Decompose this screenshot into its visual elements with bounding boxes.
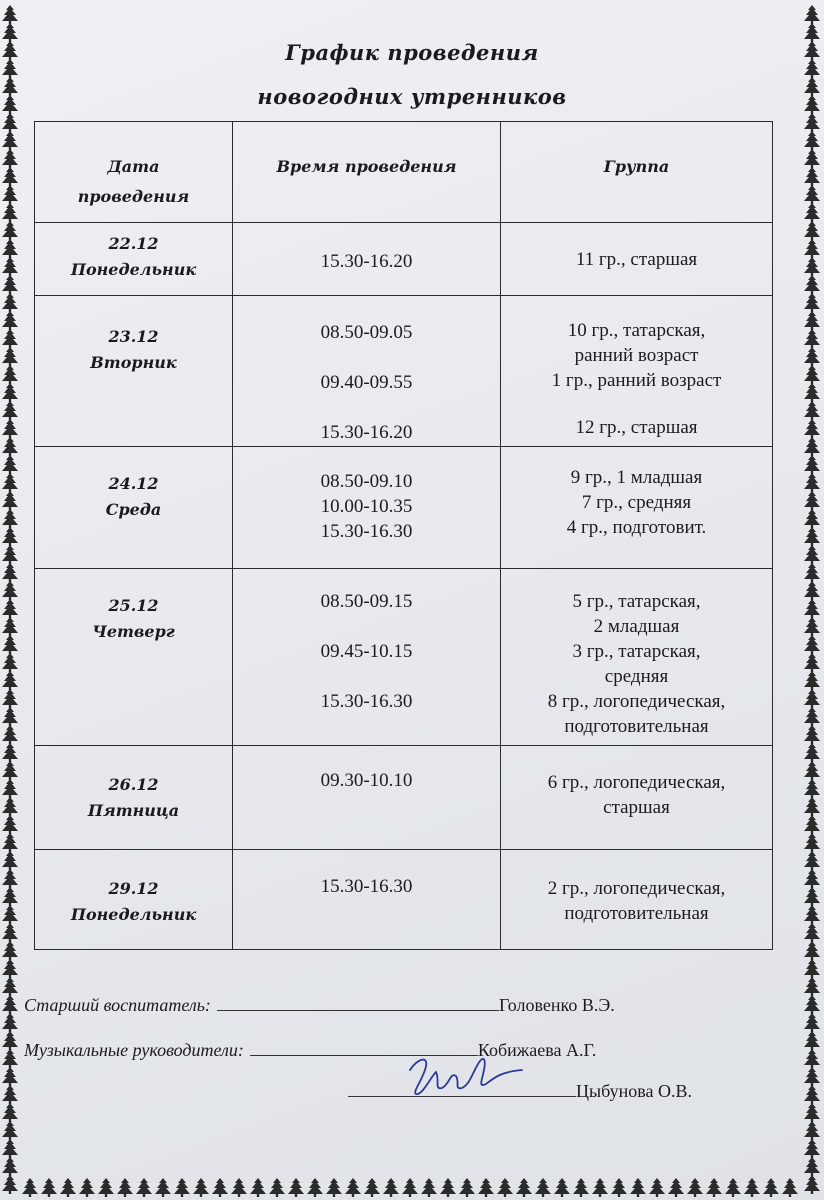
tree-ornament xyxy=(2,1139,18,1158)
document-title-line1: График проведения xyxy=(285,40,539,65)
time-slot: 15.30-16.30 xyxy=(320,876,413,897)
weekday: Среда xyxy=(105,500,162,519)
tree-ornament xyxy=(2,311,18,330)
time-slot: 15.30-16.20 xyxy=(320,251,413,272)
group-cell xyxy=(501,569,773,746)
tree-ornament xyxy=(421,1178,437,1197)
tree-ornament xyxy=(804,5,820,24)
tree-ornament xyxy=(2,1067,18,1086)
tree-ornament xyxy=(2,167,18,186)
tree-ornament xyxy=(804,563,820,582)
tree-ornament xyxy=(649,1178,665,1197)
tree-ornament xyxy=(2,455,18,474)
tree-ornament xyxy=(804,581,820,600)
tree-ornament xyxy=(269,1178,285,1197)
time-slot: 08.50-09.05 xyxy=(320,322,413,343)
tree-ornament xyxy=(2,185,18,204)
table-header-row xyxy=(35,122,773,223)
tree-ornament xyxy=(288,1178,304,1197)
tree-ornament xyxy=(2,833,18,852)
tree-ornament xyxy=(174,1178,190,1197)
tree-ornament xyxy=(2,671,18,690)
tree-ornament xyxy=(60,1178,76,1197)
group-name: старшая xyxy=(603,797,670,818)
group-name: 10 гр., татарская, xyxy=(567,320,706,341)
time-cell xyxy=(233,296,501,447)
tree-ornament xyxy=(804,1139,820,1158)
tree-ornament xyxy=(2,293,18,312)
date-value: 29.12 xyxy=(108,879,159,898)
senior-educator-line xyxy=(24,994,784,1016)
tree-ornament xyxy=(2,365,18,384)
group-cell xyxy=(501,296,773,447)
tree-ornament xyxy=(2,923,18,942)
group-name: 7 гр., средняя xyxy=(581,492,692,513)
group-cell xyxy=(501,223,773,296)
tree-ornament xyxy=(804,1013,820,1032)
tree-ornament xyxy=(2,869,18,888)
tree-ornament xyxy=(804,635,820,654)
tree-ornament xyxy=(804,149,820,168)
schedule-table xyxy=(34,121,773,950)
time-slot: 15.30-16.30 xyxy=(320,691,413,712)
tree-ornament xyxy=(804,725,820,744)
tree-ornament xyxy=(2,5,18,24)
tree-ornament xyxy=(611,1178,627,1197)
tree-ornament xyxy=(2,959,18,978)
group-name: 11 гр., старшая xyxy=(575,249,698,270)
header-group xyxy=(501,122,773,223)
tree-ornament xyxy=(2,743,18,762)
tree-ornament xyxy=(2,779,18,798)
document-title-line2: новогодних утренников xyxy=(257,84,567,109)
tree-ornament xyxy=(2,1121,18,1140)
tree-ornament xyxy=(804,455,820,474)
tree-ornament xyxy=(804,851,820,870)
tree-ornament xyxy=(804,419,820,438)
tree-ornament xyxy=(2,527,18,546)
tree-ornament xyxy=(2,1175,18,1194)
group-name: 1 гр., ранний возраст xyxy=(551,370,722,391)
group-cell xyxy=(501,746,773,850)
tree-ornament xyxy=(804,869,820,888)
time-slot: 09.40-09.55 xyxy=(320,372,413,393)
tree-ornament xyxy=(804,1067,820,1086)
header-date xyxy=(35,122,233,223)
tree-ornament xyxy=(804,1103,820,1122)
tree-ornament xyxy=(193,1178,209,1197)
group-name: 9 гр., 1 младшая xyxy=(570,467,703,488)
group-name: ранний возраст xyxy=(574,345,699,366)
tree-ornament xyxy=(2,887,18,906)
time-slot: 09.45-10.15 xyxy=(320,641,413,662)
tree-ornament xyxy=(2,1031,18,1050)
tree-ornament xyxy=(804,959,820,978)
tree-ornament xyxy=(804,1085,820,1104)
time-slot: 08.50-09.15 xyxy=(320,591,413,612)
tree-ornament xyxy=(2,1049,18,1068)
tree-ornament xyxy=(804,383,820,402)
tree-ornament xyxy=(804,275,820,294)
tree-ornament xyxy=(804,779,820,798)
tree-ornament xyxy=(804,995,820,1014)
tree-ornament xyxy=(535,1178,551,1197)
tree-ornament xyxy=(2,995,18,1014)
tree-ornament xyxy=(212,1178,228,1197)
tree-ornament xyxy=(804,491,820,510)
tree-ornament xyxy=(98,1178,114,1197)
tree-ornament xyxy=(2,851,18,870)
tree-ornament xyxy=(2,401,18,420)
time-slot: 15.30-16.20 xyxy=(320,422,413,443)
tree-ornament xyxy=(2,221,18,240)
time-slot: 15.30-16.30 xyxy=(320,521,413,542)
tree-ornament xyxy=(804,815,820,834)
tree-ornament xyxy=(804,221,820,240)
tree-ornament xyxy=(2,725,18,744)
weekday: Четверг xyxy=(92,622,175,641)
group-name: подготовительная xyxy=(564,716,709,737)
tree-ornament xyxy=(2,113,18,132)
tree-ornament xyxy=(2,815,18,834)
tree-ornament xyxy=(804,1031,820,1050)
time-cell xyxy=(233,850,501,950)
tree-ornament xyxy=(804,833,820,852)
group-name: 2 гр., логопедическая, xyxy=(547,878,726,899)
tree-ornament xyxy=(804,545,820,564)
tree-ornament xyxy=(804,401,820,420)
tree-ornament xyxy=(2,383,18,402)
group-name: 2 младшая xyxy=(593,616,680,637)
tree-ornament xyxy=(2,1103,18,1122)
tree-ornament xyxy=(804,257,820,276)
tree-ornament xyxy=(804,671,820,690)
time-slot: 09.30-10.10 xyxy=(320,770,413,791)
music-director-name-2: Цыбунова О.В. xyxy=(576,1081,692,1101)
music-directors-label: Музыкальные руководители: xyxy=(24,1040,244,1060)
tree-ornament xyxy=(2,581,18,600)
time-slot: 08.50-09.10 xyxy=(320,471,413,492)
tree-ornament xyxy=(2,797,18,816)
tree-ornament xyxy=(804,1175,820,1194)
tree-ornament xyxy=(326,1178,342,1197)
tree-ornament xyxy=(2,653,18,672)
senior-educator-name: Головенко В.Э. xyxy=(498,995,615,1015)
tree-ornament xyxy=(804,131,820,150)
date-value: 26.12 xyxy=(108,775,159,794)
tree-ornament xyxy=(2,761,18,780)
tree-ornament xyxy=(804,329,820,348)
tree-ornament xyxy=(804,473,820,492)
tree-ornament xyxy=(725,1178,741,1197)
header-date-label: Дата проведения xyxy=(77,157,190,206)
tree-ornament xyxy=(250,1178,266,1197)
date-value: 22.12 xyxy=(108,234,159,253)
time-slot: 10.00-10.35 xyxy=(320,496,413,517)
signature-blank xyxy=(217,994,499,1011)
date-value: 24.12 xyxy=(108,474,159,493)
tree-ornament xyxy=(804,113,820,132)
tree-ornament xyxy=(2,707,18,726)
tree-ornament xyxy=(2,257,18,276)
tree-ornament xyxy=(41,1178,57,1197)
tree-ornament xyxy=(231,1178,247,1197)
tree-ornament xyxy=(2,1157,18,1176)
weekday: Понедельник xyxy=(70,260,197,279)
group-cell xyxy=(501,850,773,950)
date-cell xyxy=(35,569,233,746)
tree-ornament xyxy=(79,1178,95,1197)
date-cell xyxy=(35,447,233,569)
tree-ornament xyxy=(2,635,18,654)
group-name: подготовительная xyxy=(564,903,709,924)
tree-ornament xyxy=(804,167,820,186)
tree-ornament xyxy=(804,1049,820,1068)
handwritten-signature xyxy=(400,1048,530,1104)
tree-ornament xyxy=(2,419,18,438)
tree-ornament xyxy=(804,905,820,924)
tree-ornament xyxy=(2,239,18,258)
tree-ornament xyxy=(2,545,18,564)
group-name: 6 гр., логопедическая, xyxy=(547,772,726,793)
group-cell xyxy=(501,447,773,569)
tree-ornament xyxy=(804,347,820,366)
tree-ornament xyxy=(383,1178,399,1197)
table-row xyxy=(35,223,773,296)
tree-ornament xyxy=(2,473,18,492)
tree-ornament xyxy=(117,1178,133,1197)
tree-ornament xyxy=(2,1085,18,1104)
tree-ornament xyxy=(804,599,820,618)
tree-ornament xyxy=(804,437,820,456)
tree-ornament xyxy=(2,689,18,708)
header-group-label: Группа xyxy=(603,157,670,176)
tree-ornament xyxy=(668,1178,684,1197)
tree-ornament xyxy=(804,509,820,528)
header-time-label: Время проведения xyxy=(276,157,457,176)
date-cell xyxy=(35,746,233,850)
tree-ornament xyxy=(2,437,18,456)
tree-ornament xyxy=(804,239,820,258)
header-time xyxy=(233,122,501,223)
tree-ornament xyxy=(804,293,820,312)
tree-ornament xyxy=(2,131,18,150)
tree-ornament xyxy=(497,1178,513,1197)
tree-ornament xyxy=(592,1178,608,1197)
weekday: Пятница xyxy=(87,801,180,820)
time-cell xyxy=(233,569,501,746)
table-row xyxy=(35,746,773,850)
date-cell xyxy=(35,850,233,950)
group-name: 4 гр., подготовит. xyxy=(566,517,707,538)
group-name: 5 гр., татарская, xyxy=(572,591,701,612)
tree-ornament xyxy=(516,1178,532,1197)
tree-ornament xyxy=(744,1178,760,1197)
time-cell xyxy=(233,746,501,850)
tree-ornament xyxy=(345,1178,361,1197)
tree-ornament xyxy=(804,977,820,996)
tree-ornament xyxy=(402,1178,418,1197)
tree-ornament xyxy=(2,149,18,168)
tree-ornament xyxy=(2,509,18,528)
tree-ornament xyxy=(804,689,820,708)
tree-ornament xyxy=(804,653,820,672)
group-name: 3 гр., татарская, xyxy=(572,641,701,662)
tree-ornament xyxy=(2,977,18,996)
tree-ornament xyxy=(630,1178,646,1197)
tree-ornament xyxy=(706,1178,722,1197)
weekday: Понедельник xyxy=(70,905,197,924)
time-cell xyxy=(233,223,501,296)
table-row xyxy=(35,850,773,950)
tree-ornament xyxy=(804,1121,820,1140)
tree-ornament xyxy=(22,1178,38,1197)
tree-ornament xyxy=(804,761,820,780)
tree-ornament xyxy=(2,1013,18,1032)
tree-ornament xyxy=(554,1178,570,1197)
tree-ornament xyxy=(2,599,18,618)
tree-ornament xyxy=(804,365,820,384)
date-value: 23.12 xyxy=(108,327,159,346)
tree-ornament xyxy=(2,617,18,636)
tree-ornament xyxy=(155,1178,171,1197)
tree-ornament xyxy=(804,941,820,960)
tree-ornament xyxy=(804,185,820,204)
group-name: 8 гр., логопедическая, xyxy=(547,691,726,712)
tree-ornament xyxy=(804,887,820,906)
tree-ornament xyxy=(2,275,18,294)
tree-ornament xyxy=(687,1178,703,1197)
tree-ornament xyxy=(804,923,820,942)
weekday: Вторник xyxy=(90,353,177,372)
tree-ornament xyxy=(2,347,18,366)
group-name: средняя xyxy=(604,666,669,687)
tree-ornament xyxy=(804,527,820,546)
tree-ornament xyxy=(2,905,18,924)
tree-ornament xyxy=(763,1178,779,1197)
time-cell xyxy=(233,447,501,569)
senior-educator-label: Старший воспитатель: xyxy=(24,995,211,1015)
tree-ornament xyxy=(2,491,18,510)
tree-ornament xyxy=(459,1178,475,1197)
date-value: 25.12 xyxy=(108,596,159,615)
tree-ornament xyxy=(2,329,18,348)
table-row xyxy=(35,296,773,447)
tree-ornament xyxy=(804,617,820,636)
tree-ornament xyxy=(804,743,820,762)
tree-ornament xyxy=(804,797,820,816)
table-row xyxy=(35,447,773,569)
tree-ornament xyxy=(136,1178,152,1197)
tree-ornament xyxy=(440,1178,456,1197)
date-cell xyxy=(35,296,233,447)
tree-ornament xyxy=(364,1178,380,1197)
tree-ornament xyxy=(804,311,820,330)
tree-ornament xyxy=(804,707,820,726)
table-row xyxy=(35,569,773,746)
tree-ornament xyxy=(804,1157,820,1176)
music-director-name-1: Кобижаева А.Г. xyxy=(477,1040,597,1060)
tree-ornament xyxy=(804,203,820,222)
tree-ornament xyxy=(307,1178,323,1197)
tree-ornament xyxy=(573,1178,589,1197)
tree-ornament xyxy=(2,203,18,222)
tree-ornament xyxy=(782,1178,798,1197)
tree-ornament xyxy=(2,941,18,960)
tree-ornament xyxy=(2,563,18,582)
date-cell xyxy=(35,223,233,296)
tree-ornament xyxy=(478,1178,494,1197)
group-name: 12 гр., старшая xyxy=(575,417,698,438)
